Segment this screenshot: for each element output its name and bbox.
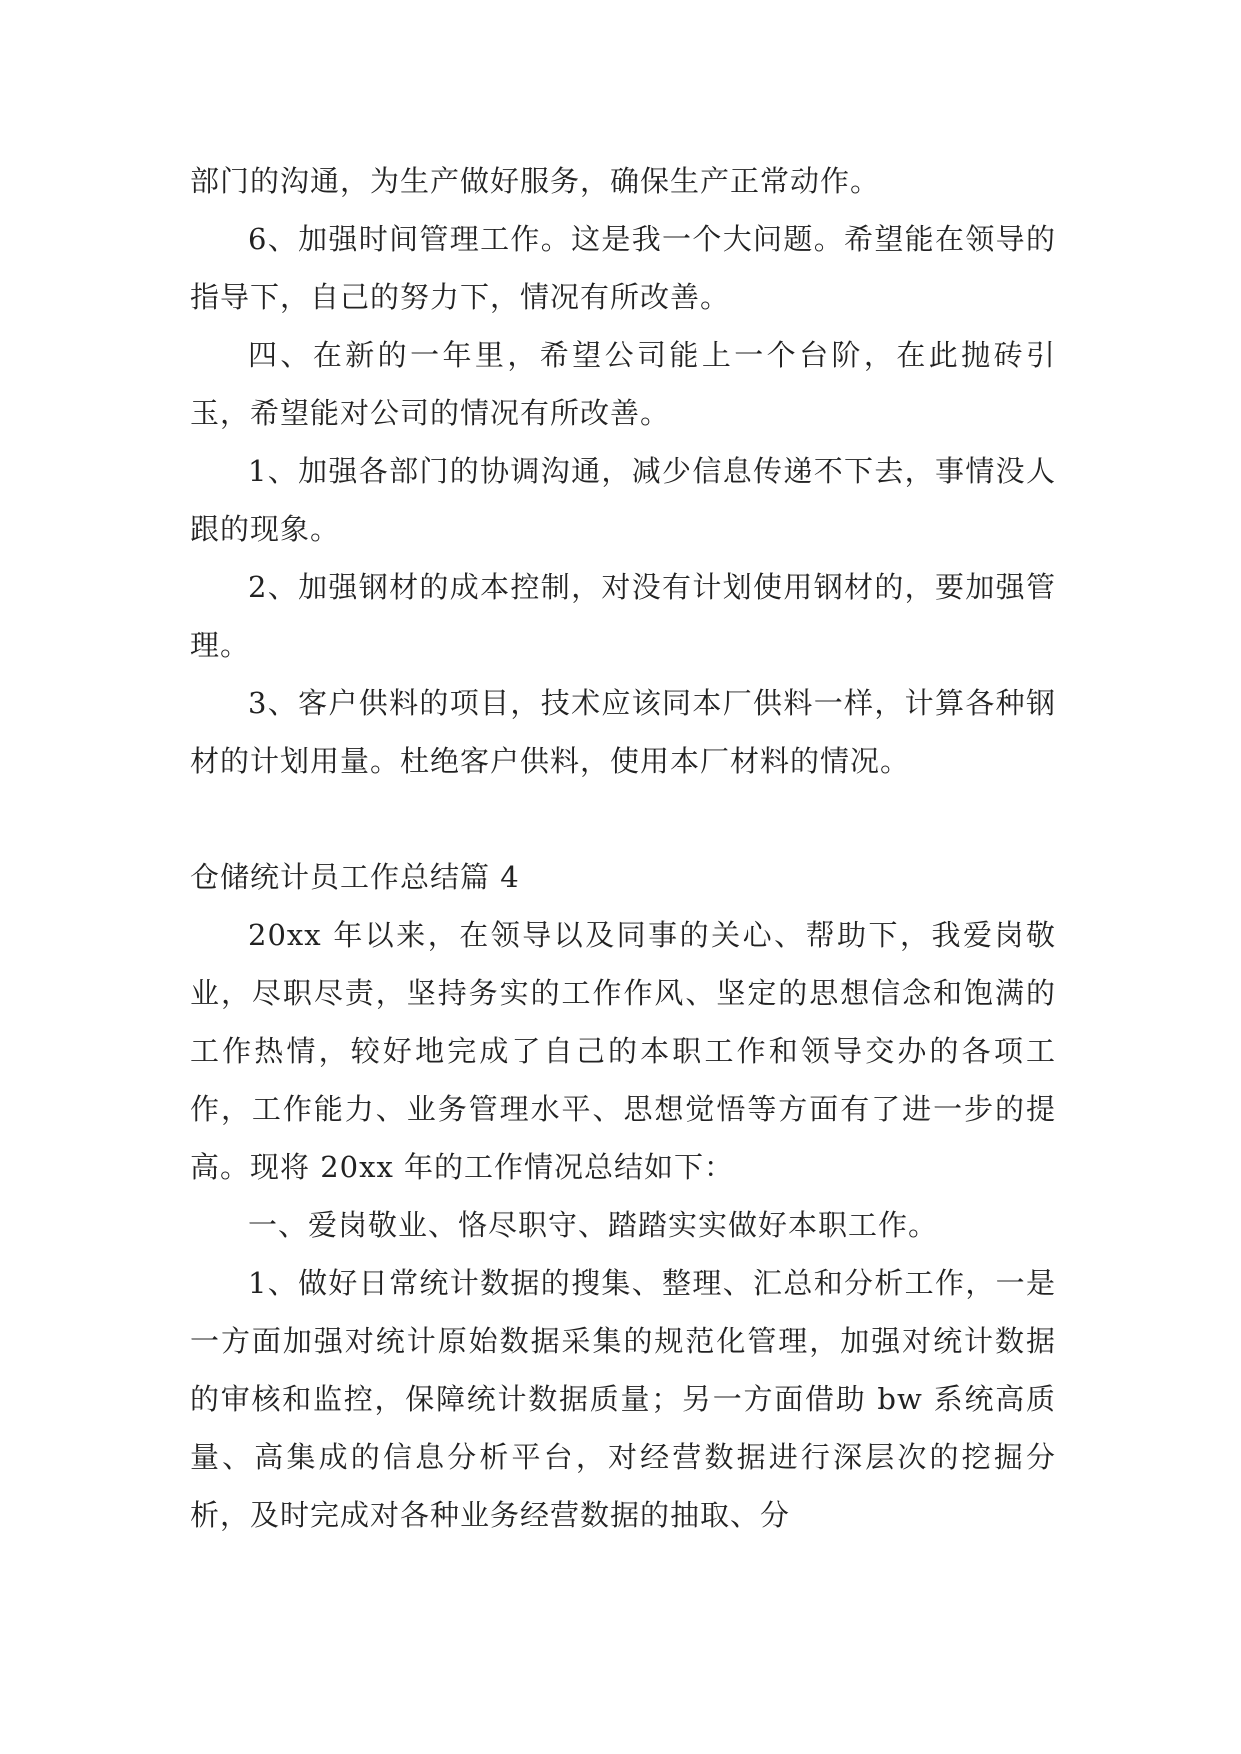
document-body <box>190 152 1056 1544</box>
section-title: 仓储统计员工作总结篇 4 <box>190 860 520 894</box>
paragraph-continuation: 部门的沟通，为生产做好服务，确保生产正常动作。 <box>190 164 881 198</box>
paragraph-intro: 20xx 年以来，在领导以及同事的关心、帮助下，我爱岗敬业，尽职尽责，坚持务实的工作作风、坚定的思想信念和饱满的工作热情，较好地完成了自己的本职工作和领导交办的各项工作，工作能力、业务管理水平、思想觉悟等方面有了进一步的提高。现将 20xx 年的工作情况总结如下： <box>190 918 1056 1184</box>
paragraph-item-3: 3、客户供料的项目，技术应该同本厂供料一样，计算各种钢材的计划用量。杜绝客户供料，使用本厂材料的情况。 <box>190 686 1056 778</box>
paragraph-time-management: 6、加强时间管理工作。这是我一个大问题。希望能在领导的指导下，自己的努力下，情况有所改善。 <box>190 222 1056 314</box>
paragraph-item-2: 2、加强钢材的成本控制，对没有计划使用钢材的，要加强管理。 <box>190 570 1056 662</box>
paragraph-section-four: 四、在新的一年里，希望公司能上一个台阶，在此抛砖引玉，希望能对公司的情况有所改善。 <box>190 338 1056 430</box>
paragraph-section-one: 一、爱岗敬业、恪尽职守、踏踏实实做好本职工作。 <box>248 1208 939 1242</box>
paragraph-item-1: 1、加强各部门的协调沟通，减少信息传递不下去，事情没人跟的现象。 <box>190 454 1056 546</box>
paragraph-statistics-work: 1、做好日常统计数据的搜集、整理、汇总和分析工作，一是一方面加强对统计原始数据采集的规范化管理，加强对统计数据的审核和监控，保障统计数据质量；另一方面借助 bw 系统高质量、高集成的信息分析平台，对经营数据进行深层次的挖掘分析，及时完成对各种业务经营数据的抽取、分 <box>190 1266 1056 1532</box>
